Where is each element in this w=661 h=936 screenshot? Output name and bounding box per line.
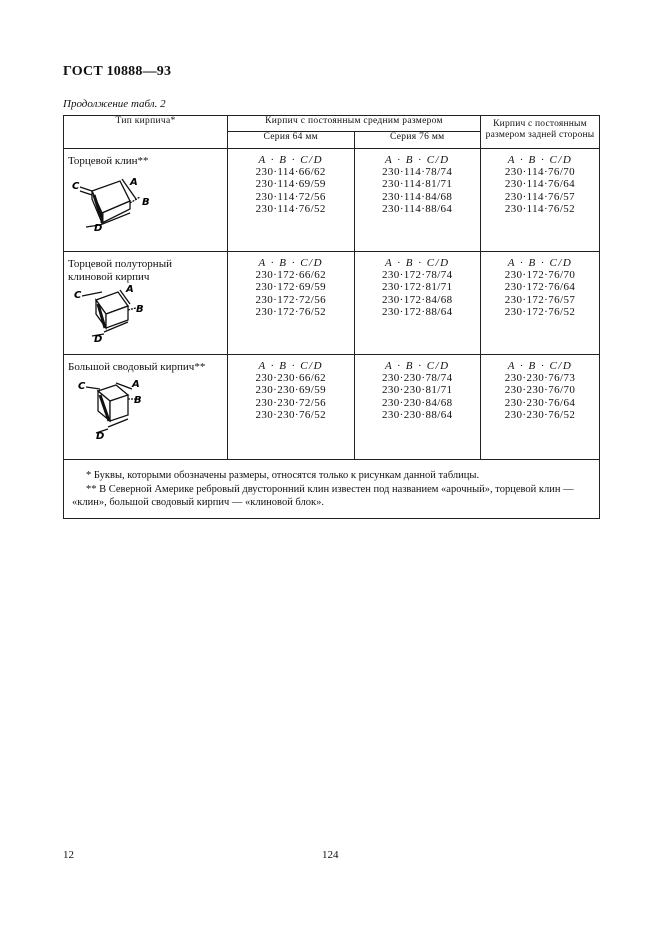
table-header-row [64,116,600,132]
size-formula: A · B · C/D [507,257,573,269]
size-formula: A · B · C/D [258,257,324,269]
brick-type-name: Большой сводовый кирпич** [68,361,206,373]
brick-type-cell [64,149,228,252]
table-row [64,149,600,252]
series-76-cell [354,149,481,252]
sketch-label-d: D [94,334,103,344]
series-64-cell [228,149,355,252]
size-value: 230·230·76/70 [504,384,576,397]
size-value: 230·230·66/62 [255,372,327,385]
brick-type-cell [64,355,228,460]
series-64-cell [228,252,355,355]
size-value: 230·230·76/52 [255,408,327,421]
size-value: 230·114·84/68 [382,190,453,203]
size-value: 230·114·66/62 [255,166,326,179]
size-value: 230·172·81/71 [381,281,453,294]
header-series-64: Серия 64 мм [228,132,355,149]
footnote-1: * Буквы, которыми обозначены размеры, относятся только к рисункам данной таблицы. [86,470,480,481]
size-value: 230·172·76/57 [504,293,576,306]
size-formula: A · B · C/D [258,360,324,372]
header-brick-type: Тип кирпича* [64,116,228,149]
sketch-label-c: C [72,181,80,192]
header-constant-average-size: Кирпич с постоянным средним размером [228,116,481,132]
size-value: 230·230·69/59 [255,384,327,397]
brick-type-name: Торцевой клин** [68,155,149,167]
size-formula: A · B · C/D [384,360,450,372]
back-size-cell [481,355,600,460]
series-76-cell [354,252,481,355]
sketch-label-c: C [74,290,82,301]
sketch-label-d: D [94,223,103,233]
size-value: 230·172·76/70 [504,269,576,282]
back-size-cell [481,149,600,252]
footnote-cell [64,460,600,519]
sketch-label-d: D [96,431,105,442]
size-value: 230·230·72/56 [255,396,327,409]
size-formula: A · B · C/D [258,154,324,166]
end-wedge-brick-sketch-icon [70,175,160,233]
size-value: 230·172·76/52 [255,305,327,318]
size-value: 230·230·78/74 [381,372,453,385]
footnote-2: ** В Северной Америке ребровый двусторонний клин известен под названием «арочный», торцевой клин — «клин», большой сводовый кирпич — «клиновой блок». [72,484,574,508]
size-formula: A · B · C/D [507,154,573,166]
sketch-label-a: A [126,284,134,295]
size-value: 230·230·88/64 [381,408,453,421]
size-formula: A · B · C/D [384,154,450,166]
sketch-label-b: B [134,395,142,406]
header-series-76: Серия 76 мм [354,132,481,149]
brick-type-cell [64,252,228,355]
sketch-label-a: A [132,379,140,390]
size-value: 230·230·76/73 [504,372,576,385]
size-value: 230·114·81/71 [382,178,453,191]
size-value: 230·172·72/56 [255,293,327,306]
brick-type-name: Торцевой полуторный клиновой кирпич [68,258,172,283]
series-76-cell [354,355,481,460]
sketch-label-a: A [130,177,138,188]
table-row [64,252,600,355]
size-value: 230·172·69/59 [255,281,327,294]
size-value: 230·172·78/74 [381,269,453,282]
size-value: 230·230·84/68 [381,396,453,409]
back-size-cell [481,252,600,355]
size-value: 230·114·88/64 [382,202,453,215]
sketch-label-c: C [78,381,86,392]
size-formula: A · B · C/D [384,257,450,269]
series-64-cell [228,355,355,460]
size-value: 230·172·88/64 [381,305,453,318]
size-value: 230·172·76/64 [504,281,576,294]
size-value: 230·230·81/71 [381,384,453,397]
size-value: 230·114·76/64 [504,178,576,191]
size-value: 230·114·76/57 [504,190,576,203]
size-value: 230·114·76/52 [255,202,326,215]
size-value: 230·114·72/56 [255,190,326,203]
document-code: ГОСТ 10888—93 [63,64,172,79]
page-number-center: 124 [322,849,339,861]
size-value: 230·172·84/68 [381,293,453,306]
size-value: 230·230·76/64 [504,396,576,409]
header-constant-back-size: Кирпич с постоянным размером задней стороны [481,116,600,149]
size-value: 230·114·69/59 [255,178,326,191]
large-arch-brick-sketch-icon [76,375,156,443]
size-value: 230·114·76/70 [504,166,576,179]
size-formula: A · B · C/D [507,360,573,372]
brick-sizes-table [63,115,600,519]
sketch-label-b: B [136,304,144,315]
footnote-row [64,460,600,519]
size-value: 230·230·76/52 [504,408,576,421]
sketch-label-b: B [142,197,150,208]
table-row [64,355,600,460]
size-value: 230·114·76/52 [504,202,576,215]
end-wedge-one-and-half-brick-sketch-icon [74,284,154,344]
table-continuation-label: Продолжение табл. 2 [63,98,166,110]
size-value: 230·114·78/74 [382,166,453,179]
size-value: 230·172·76/52 [504,305,576,318]
page-number-left: 12 [63,849,74,861]
size-value: 230·172·66/62 [255,269,327,282]
